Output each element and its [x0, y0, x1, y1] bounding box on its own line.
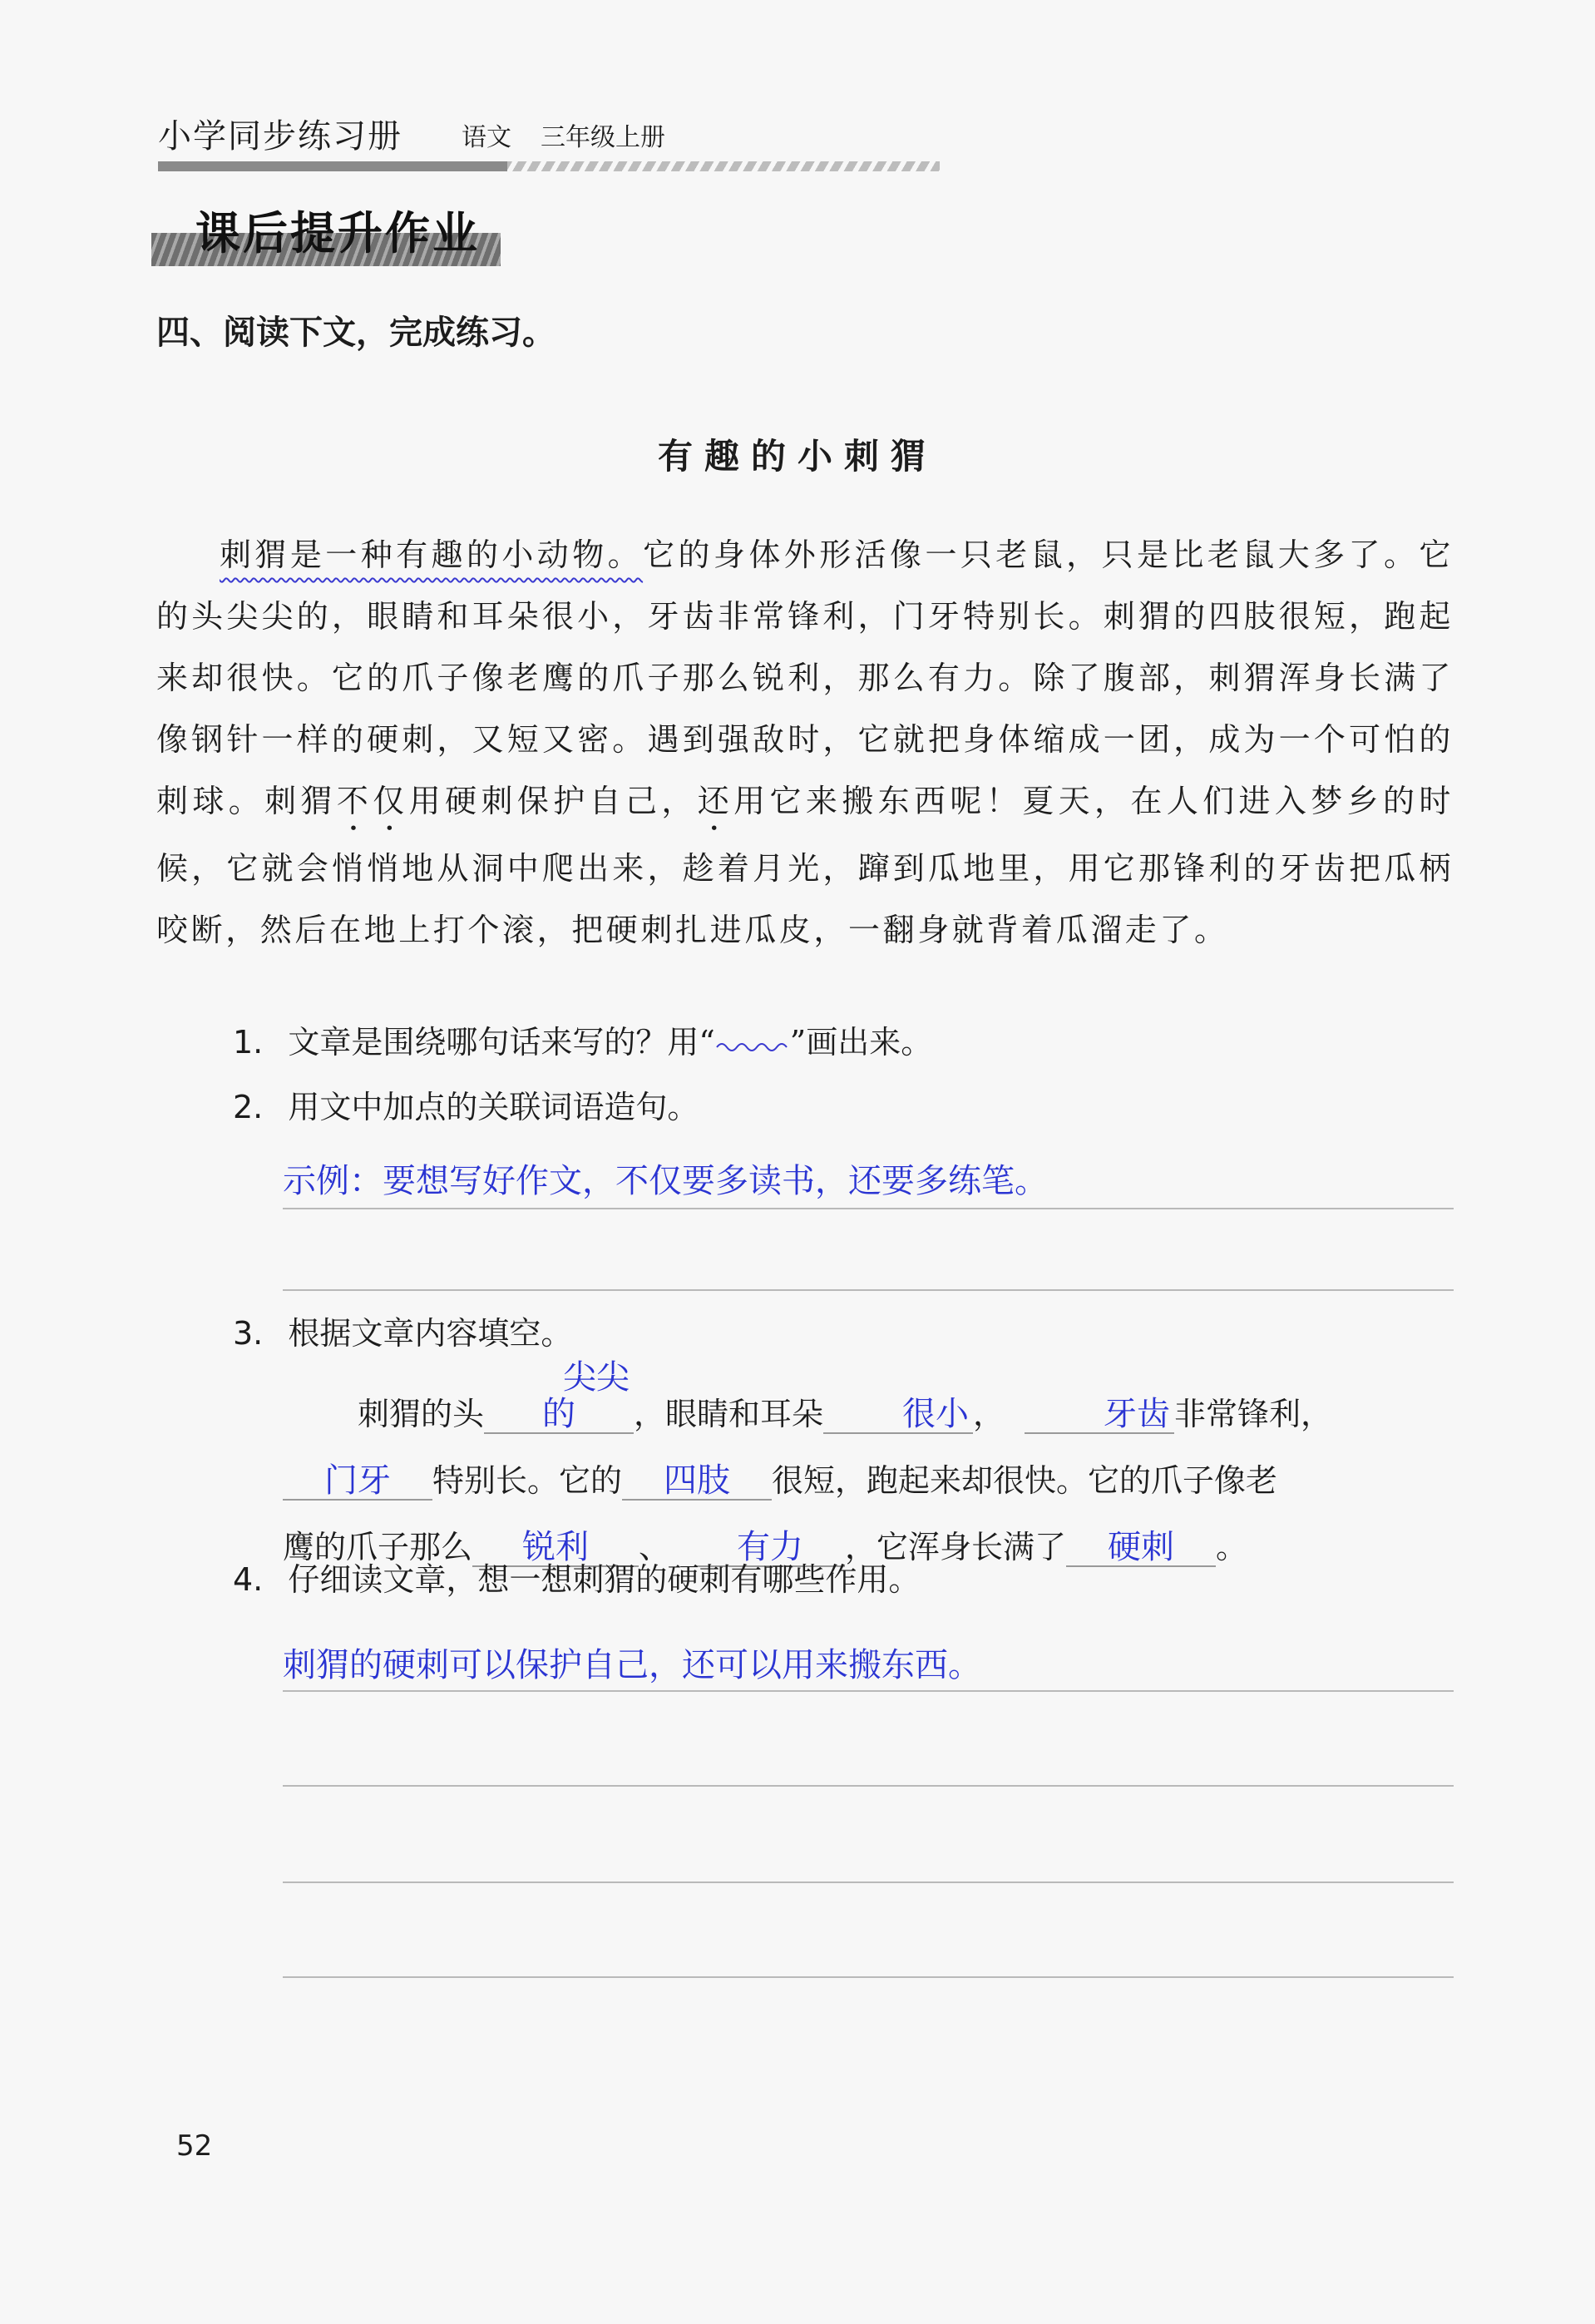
answer-line: [283, 1785, 1454, 1787]
question-4: [233, 1554, 920, 1600]
page-number: 52: [176, 2129, 213, 2163]
article-title: 有趣的小刺猬: [657, 436, 937, 477]
passage-text-2: 用硬刺保护自己，: [408, 783, 698, 819]
question-3-text: 根据文章内容填空。: [288, 1315, 573, 1352]
answer-line: [283, 1881, 1454, 1883]
blank-limbs: 四肢: [622, 1462, 772, 1501]
fill-text: 很短，跑起来却很快。它的爪子像老: [772, 1462, 1278, 1499]
question-1-text-b: ”画出来。: [789, 1024, 933, 1061]
question-1-number: 1.: [233, 1024, 264, 1061]
question-heading: 四、阅读下文，完成练习。: [156, 313, 556, 352]
question-2: [233, 1081, 699, 1127]
blank-teeth: 牙齿: [1025, 1396, 1174, 1434]
fill-blank-paragraph: [283, 1359, 1464, 1580]
question-4-answer: 刺猬的硬刺可以保护自己，还可以用来搬东西。: [283, 1646, 981, 1684]
question-3-number: 3.: [233, 1315, 264, 1352]
question-4-text: 仔细读文章，想一想刺猬的硬刺有哪些作用。: [288, 1561, 921, 1598]
blank-eyes-ears: 很小: [823, 1396, 973, 1434]
question-2-answer: 示例：要想写好作文，不仅要多读书，还要多练笔。: [283, 1162, 1048, 1200]
answer-line: [283, 1976, 1454, 1978]
page-header: [158, 110, 940, 176]
fill-text: ，眼睛和耳朵: [634, 1396, 824, 1432]
dotted-word-hai: 还: [697, 783, 734, 819]
dotted-word-buji: 不仅: [336, 783, 409, 819]
topic-sentence: 刺猬是一种有趣的小动物。: [220, 536, 644, 573]
fill-blank-line-2: [283, 1447, 1464, 1514]
question-2-number: 2.: [233, 1089, 264, 1125]
question-1: [233, 1016, 932, 1062]
question-1-text-a: 文章是围绕哪句话来写的？用“: [288, 1024, 715, 1061]
blank-strong: 有力: [695, 1529, 845, 1567]
blank-head: 尖尖的: [484, 1359, 634, 1434]
section-banner: 课后提升作业: [195, 207, 480, 260]
header-divider-solid: [158, 161, 507, 171]
fill-text: 鹰的爪子那么: [283, 1529, 473, 1565]
passage-text-1: 它的身体外形活像一只老鼠，只是比老鼠大多了。它的头尖尖的，眼睛和耳朵很小，牙齿非常锋利，门牙特别长。刺猬的四肢很短，跑起来却很快。它的爪子像老鹰的爪子那么锐利，那么有力。除了腹部，刺猬浑身长满了像钢针一样的硬刺，又短又密。遇到强敌时，它就把身体缩成一团，成为一个可怕的刺球。刺猬: [156, 536, 1454, 819]
fill-blank-line-1: [283, 1359, 1464, 1447]
subject-label: 语文: [462, 123, 511, 152]
fill-text: 特别长。它的: [432, 1462, 623, 1499]
reading-passage: [156, 524, 1454, 961]
fill-text: ，: [973, 1396, 1005, 1432]
question-3: [233, 1308, 572, 1353]
fill-text: 非常锋利，: [1174, 1396, 1333, 1432]
blank-sharp: 锐利: [472, 1529, 639, 1567]
book-series-title: 小学同步练习册: [158, 117, 402, 156]
answer-line: [283, 1208, 1454, 1209]
question-2-text: 用文中加点的关联词语造句。: [288, 1089, 699, 1125]
fill-text: ，它浑身长满了: [845, 1529, 1067, 1565]
wavy-line-icon: [715, 1037, 790, 1054]
answer-line: [283, 1289, 1454, 1291]
blank-front-teeth: 门牙: [283, 1462, 432, 1501]
fill-text: 刺猬的头: [358, 1396, 485, 1432]
grade-label: 三年级上册: [541, 123, 665, 152]
answer-line: [283, 1690, 1454, 1692]
blank-spines: 硬刺: [1066, 1529, 1216, 1567]
question-4-number: 4.: [233, 1561, 264, 1598]
fill-text: 、: [639, 1529, 671, 1565]
passage-paragraph: [156, 524, 1454, 961]
fill-text: 。: [1216, 1529, 1248, 1565]
passage-text-3: 用它来搬东西呢！夏天，在人们进入梦乡的时候，它就会悄悄地从洞中爬出来，趁着月光，蹿到瓜地里，用它那锋利的牙齿把瓜柄咬断，然后在地上打个滚，把硬刺扎进瓜皮，一翻身就背着瓜溜走了。: [156, 783, 1454, 948]
